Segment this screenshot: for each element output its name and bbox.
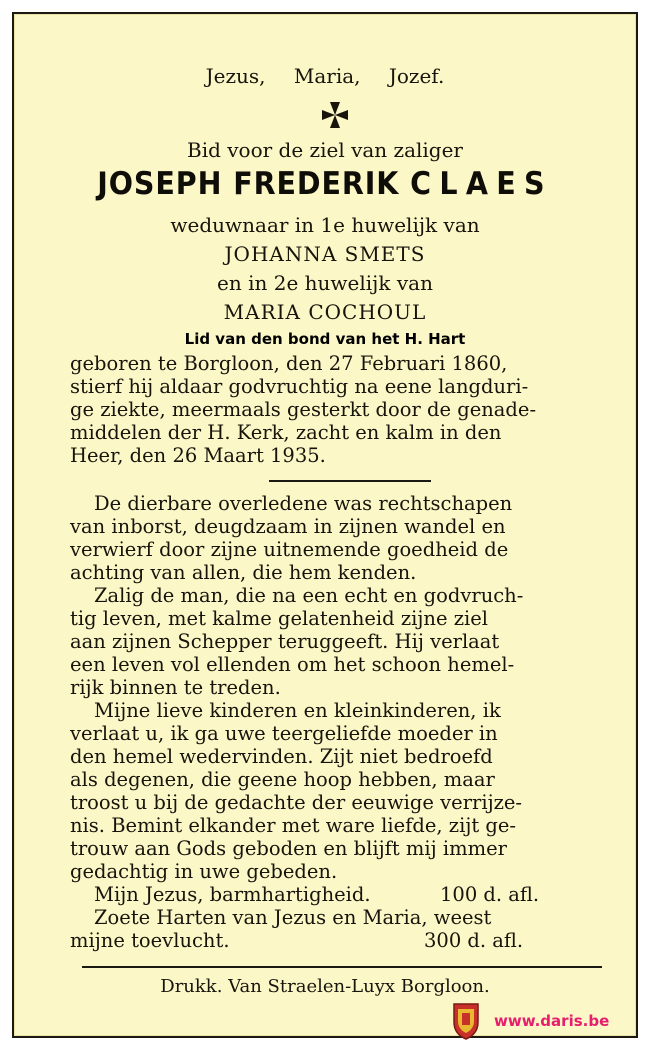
prayer1-indulgence: 100 d. afl. <box>440 883 540 906</box>
text-line: van inborst, deugdzaam in zijnen wandel en <box>70 515 506 538</box>
deceased-name <box>39 166 611 202</box>
text-line: verwierf door zijne uitnemende goedheid de <box>70 538 509 561</box>
bio-line: middelen der H. Kerk, zacht en kalm in den <box>70 421 502 444</box>
bio-line: ge ziekte, meermaals gesterkt door de genade- <box>70 398 537 421</box>
bio-line: stierf hij aldaar godvruchtig na eene langduri- <box>70 375 529 398</box>
prayer2-line1: Zoete Harten van Jezus en Maria, weest <box>94 906 492 929</box>
invocation-header: Jezus, Maria, Jozef. <box>205 64 445 88</box>
text-line: trouw aan Gods geboden en blijft mij immer <box>70 837 507 860</box>
prayer1-text: Mijn Jezus, barmhartigheid. <box>94 883 371 906</box>
text-line: Mijne lieve kinderen en kleinkinderen, ik <box>94 699 501 722</box>
text-line: aan zijnen Schepper teruggeeft. Hij verlaat <box>70 630 500 653</box>
divider-long <box>82 966 602 968</box>
text-line: een leven vol ellenden om het schoon hemel- <box>70 653 515 676</box>
text-line: troost u bij de gedachte der eeuwige verrijze- <box>70 791 523 814</box>
text-line: den hemel wedervinden. Zijt niet bedroefd <box>70 745 493 768</box>
maltese-cross-icon <box>320 100 350 130</box>
spouse1-name: JOHANNA SMETS <box>224 242 426 266</box>
spouse2-name: MARIA COCHOUL <box>223 300 427 324</box>
marriage1-label: weduwnaar in 1e huwelijk van <box>170 213 480 237</box>
prayer2-indulgence: 300 d. afl. <box>424 929 524 952</box>
text-line: nis. Bemint elkander met ware liefde, zijt ge- <box>70 814 517 837</box>
text-line: rijk binnen te treden. <box>70 676 281 699</box>
bio-line: Heer, den 26 Maart 1935. <box>70 444 326 467</box>
shield-logo-icon <box>452 1000 480 1040</box>
divider-short <box>269 480 431 482</box>
deceased-first-names: JOSEPH FREDERIK <box>97 166 400 202</box>
marriage2-label: en in 2e huwelijk van <box>217 271 433 295</box>
text-line: als degenen, die geene hoop hebben, maar <box>70 768 495 791</box>
watermark-url: www.daris.be <box>494 1012 610 1030</box>
text-line: Zalig de man, die na een echt en godvruch- <box>94 584 524 607</box>
deceased-surname: CLAES <box>410 166 553 202</box>
prayer2-line2: mijne toevlucht. <box>70 929 230 952</box>
memorial-card <box>12 12 638 1038</box>
text-line: tig leven, met kalme gelatenheid zijne ziel <box>70 607 488 630</box>
text-line: verlaat u, ik ga uwe teergeliefde moeder in <box>70 722 498 745</box>
text-line: De dierbare overledene was rechtschapen <box>94 492 513 515</box>
membership-line: Lid van den bond van het H. Hart <box>184 330 466 348</box>
bio-line: geboren te Borgloon, den 27 Februari 1860, <box>70 352 508 375</box>
text-line: achting van allen, die hem kenden. <box>70 561 417 584</box>
text-line: gedachtig in uwe gebeden. <box>70 860 338 883</box>
intro-line: Bid voor de ziel van zaliger <box>187 138 463 162</box>
printer-credit: Drukk. Van Straelen-Luyx Borgloon. <box>160 976 490 997</box>
